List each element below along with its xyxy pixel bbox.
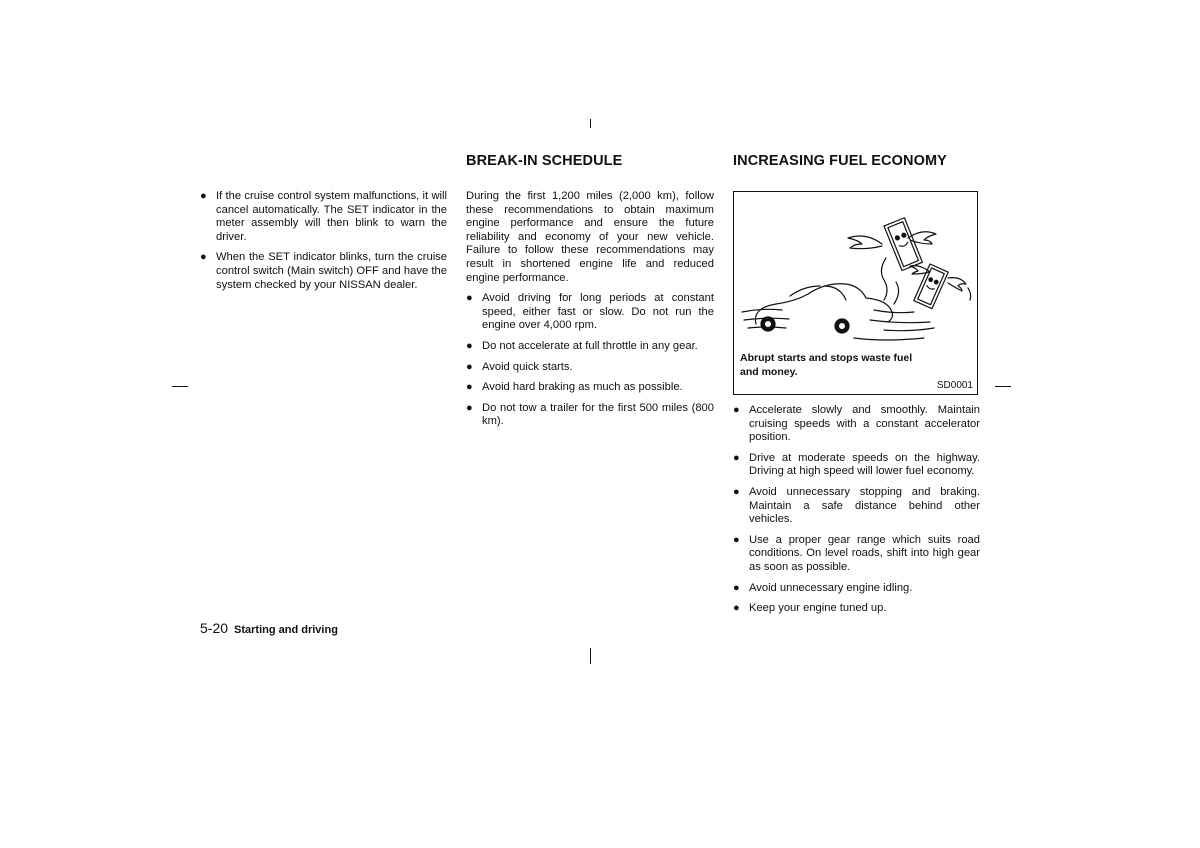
list-item: ● Drive at moderate speeds on the highway. Driving at high speed will lower fuel economy. [733,451,980,478]
fuel-economy-column [733,404,980,623]
list-item: ● Keep your engine tuned up. [733,602,887,615]
break-in-list [466,292,714,429]
bullet-icon: ● [733,602,740,615]
crop-mark-top [590,119,591,128]
cruise-control-list [200,190,447,292]
bullet-icon: ● [733,485,740,498]
list-item: ● Avoid hard braking as much as possible. [466,381,683,394]
list-item: ● Avoid driving for long periods at constant speed, either fast or slow. Do not run the engine over 4,000 rpm. [466,292,714,332]
crop-mark-left [172,386,188,387]
list-item: ● Accelerate slowly and smoothly. Maintain cruising speeds with a constant accelerator position. [733,404,980,444]
bullet-icon: ● [466,360,473,373]
bullet-icon: ● [466,292,473,305]
bullet-icon: ● [733,533,740,546]
bullet-icon: ● [466,401,473,414]
bullet-icon: ● [466,381,473,394]
list-item: ● When the SET indicator blinks, turn the cruise control switch (Main switch) OFF and have the system checked by your NISSAN dealer. [200,251,447,291]
figure-id: SD0001 [936,380,973,391]
bullet-icon: ● [200,251,207,264]
break-in-column [466,190,714,436]
bullet-icon: ● [466,339,473,352]
list-item: ● Avoid unnecessary stopping and braking. Maintain a safe distance behind other vehicles. [733,485,980,526]
figure-caption: Abrupt starts and stops waste fuel and money. [740,352,913,378]
list-item: ● Use a proper gear range which suits road conditions. On level roads, shift into high gear as soon as possible. [733,533,980,573]
break-in-heading: BREAK-IN SCHEDULE [466,153,623,169]
page-footer [200,620,338,636]
car-money-illustration [734,192,977,352]
crop-mark-bottom [590,648,591,664]
list-item: ● Do not tow a trailer for the first 500 miles (800 km). [466,401,714,428]
list-item: ● Avoid unnecessary engine idling. [733,581,913,594]
fuel-economy-heading: INCREASING FUEL ECONOMY [733,153,947,169]
bullet-icon: ● [733,451,740,464]
fuel-economy-list [733,404,980,616]
bullet-icon: ● [200,190,207,202]
list-item: ● Avoid quick starts. [466,360,573,373]
fuel-economy-figure [733,191,978,395]
section-title: Starting and driving [234,624,338,636]
break-in-intro: During the first 1,200 miles (2,000 km), follow these recommendations to obtain maximum engine performance and ensure the future reliability and economy of your new vehicle. Failure to follow these recommendations may result in shortened engine life and reduced engine performance. [466,190,714,284]
bullet-icon: ● [733,581,740,594]
left-column [200,190,447,299]
list-item: ● Do not accelerate at full throttle in any gear. [466,339,698,352]
crop-mark-right [995,386,1011,387]
bullet-icon: ● [733,404,740,416]
page-number: 5-20 [200,620,229,636]
list-item: ● If the cruise control system malfunctions, it will cancel automatically. The SET indicator in the meter assembly will then blink to warn the driver. [200,190,447,243]
